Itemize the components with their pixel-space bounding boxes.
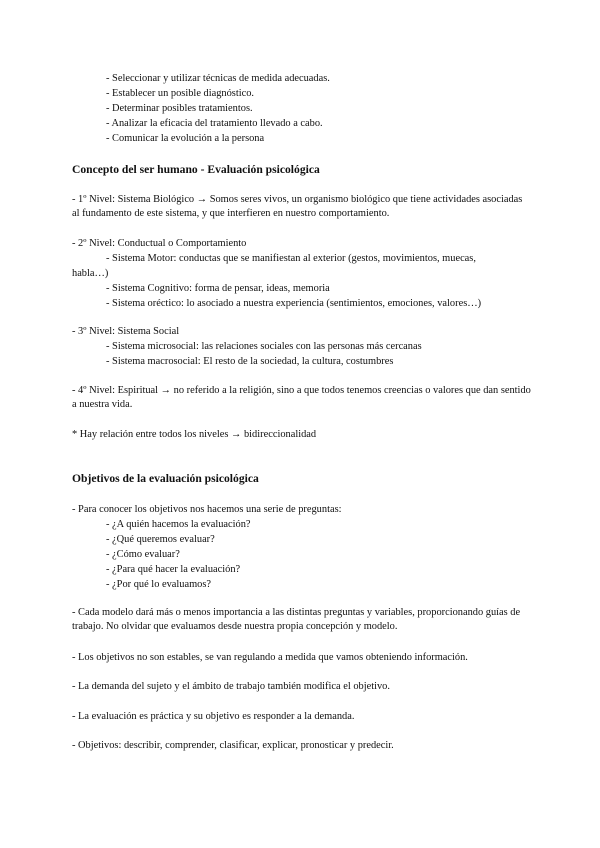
nivel-3-item: - Sistema microsocial: las relaciones sociales con las personas más cercanas bbox=[106, 341, 422, 352]
intro-list-item: - Determinar posibles tratamientos. bbox=[106, 103, 253, 114]
section-heading-objetivos: Objetivos de la evaluación psicológica bbox=[72, 472, 259, 485]
objetivos-paragraph-1: - Cada modelo dará más o menos importancia a las distintas preguntas y variables, proporcionando guías de trabajo. No olvidar que evaluamos desde nuestra propia concepción y modelo. bbox=[72, 607, 521, 632]
nivel-2-heading: - 2º Nivel: Conductual o Comportamiento bbox=[72, 238, 247, 249]
niveles-note: * Hay relación entre todos los niveles → bidireccionalidad bbox=[72, 429, 317, 440]
nivel-4-paragraph: - 4º Nivel: Espiritual → no referido a la religión, sino a que todos tenemos creencias o valores que dan sentido a nuestra vida. bbox=[72, 385, 531, 410]
question-item: - ¿A quién hacemos la evaluación? bbox=[106, 519, 251, 530]
question-item: - ¿Para qué hacer la evaluación? bbox=[106, 564, 241, 575]
intro-list-item: - Analizar la eficacia del tratamiento llevado a cabo. bbox=[106, 118, 323, 129]
objetivos-paragraph-3: - La demanda del sujeto y el ámbito de trabajo también modifica el objetivo. bbox=[72, 681, 390, 692]
intro-list-item: - Establecer un posible diagnóstico. bbox=[106, 88, 255, 99]
question-item: - ¿Cómo evaluar? bbox=[106, 549, 180, 560]
nivel-2-item-continuation: habla…) bbox=[72, 268, 109, 279]
question-item: - ¿Qué queremos evaluar? bbox=[106, 534, 215, 545]
question-item: - ¿Por qué lo evaluamos? bbox=[106, 579, 212, 590]
objetivos-paragraph-5: - Objetivos: describir, comprender, clasificar, explicar, pronosticar y predecir. bbox=[72, 740, 394, 751]
nivel-2-item: - Sistema Motor: conductas que se manifiestan al exterior (gestos, movimientos, muecas, bbox=[106, 253, 476, 264]
nivel-1-paragraph: - 1º Nivel: Sistema Biológico → Somos seres vivos, un organismo biológico que tiene actividades asociadas al fundamento de este sistema, y que interfieren en nuestro comportamiento. bbox=[72, 194, 523, 219]
intro-list-item: - Comunicar la evolución a la persona bbox=[106, 133, 265, 144]
objetivos-intro: - Para conocer los objetivos nos hacemos una serie de preguntas: bbox=[72, 504, 342, 515]
objetivos-paragraph-2: - Los objetivos no son estables, se van regulando a medida que vamos obteniendo información. bbox=[72, 652, 468, 663]
section-heading-concepto: Concepto del ser humano - Evaluación psicológica bbox=[72, 163, 320, 176]
nivel-2-item: - Sistema Cognitivo: forma de pensar, ideas, memoria bbox=[106, 283, 330, 294]
intro-list-item: - Seleccionar y utilizar técnicas de medida adecuadas. bbox=[106, 73, 330, 84]
nivel-3-item: - Sistema macrosocial: El resto de la sociedad, la cultura, costumbres bbox=[106, 356, 394, 367]
nivel-2-item: - Sistema oréctico: lo asociado a nuestra experiencia (sentimientos, emociones, valores…) bbox=[106, 298, 482, 309]
nivel-3-heading: - 3º Nivel: Sistema Social bbox=[72, 326, 180, 337]
objetivos-paragraph-4: - La evaluación es práctica y su objetivo es responder a la demanda. bbox=[72, 711, 355, 722]
